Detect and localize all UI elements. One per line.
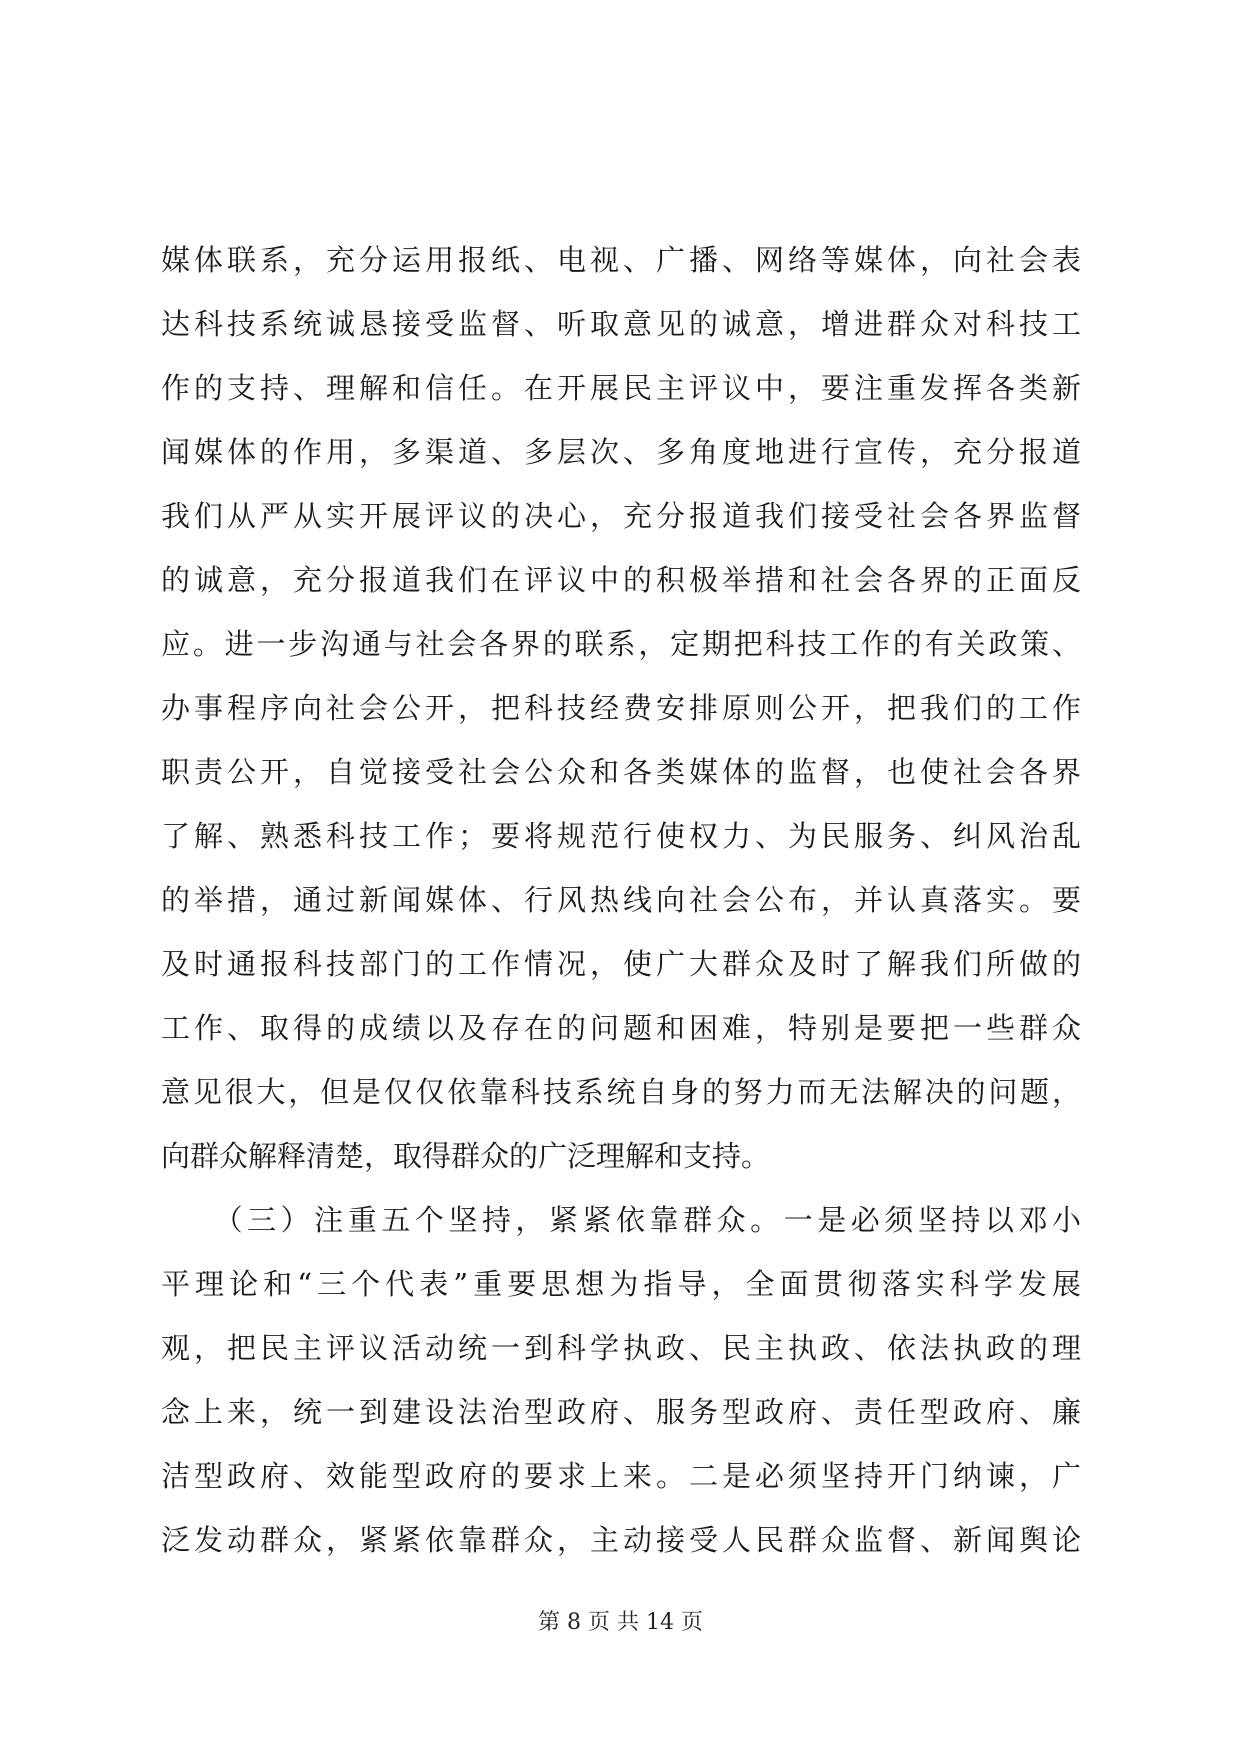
text-line: 念上来，统一到建设法治型政府、服务型政府、责任型政府、廉 [161,1395,1081,1429]
text-line: 闻媒体的作用，多渠道、多层次、多角度地进行宣传，充分报道 [161,435,1081,469]
text-line: 及时通报科技部门的工作情况，使广大群众及时了解我们所做的 [161,947,1081,981]
text-line: 职责公开，自觉接受社会公众和各类媒体的监督，也使社会各界 [161,755,1081,789]
page-number-footer: 第 8 页 共 14 页 [538,1610,703,1635]
text-line: 工作、取得的成绩以及存在的问题和困难，特别是要把一些群众 [161,1011,1081,1045]
text-line: 的诚意，充分报道我们在评议中的积极举措和社会各界的正面反 [161,563,1081,597]
text-line: 了解、熟悉科技工作；要将规范行使权力、为民服务、纠风治乱 [161,819,1081,853]
text-line: 我们从严从实开展评议的决心，充分报道我们接受社会各界监督 [161,499,1081,533]
text-line: 办事程序向社会公开，把科技经费安排原则公开，把我们的工作 [161,691,1081,725]
text-line: 平理论和“三个代表”重要思想为指导，全面贯彻落实科学发展 [161,1267,1081,1301]
text-line: 洁型政府、效能型政府的要求上来。二是必须坚持开门纳谏，广 [161,1459,1081,1493]
body-text [161,228,1081,1572]
text-line: 观，把民主评议活动统一到科学执政、民主执政、依法执政的理 [161,1331,1081,1365]
text-line-paragraph-start: （三）注重五个坚持，紧紧依靠群众。一是必须坚持以邓小 [161,1203,1081,1237]
text-line: 作的支持、理解和信任。在开展民主评议中，要注重发挥各类新 [161,371,1081,405]
text-line-paragraph-end: 向群众解释清楚，取得群众的广泛理解和支持。 [161,1139,771,1173]
text-line: 的举措，通过新闻媒体、行风热线向社会公布，并认真落实。要 [161,883,1081,917]
text-line: 泛发动群众，紧紧依靠群众，主动接受人民群众监督、新闻舆论 [161,1523,1081,1557]
text-line: 达科技系统诚恳接受监督、听取意见的诚意，增进群众对科技工 [161,307,1081,341]
text-line: 媒体联系，充分运用报纸、电视、广播、网络等媒体，向社会表 [161,243,1081,277]
text-line: 应。进一步沟通与社会各界的联系，定期把科技工作的有关政策、 [161,627,1081,661]
text-line: 意见很大，但是仅仅依靠科技系统自身的努力而无法解决的问题， [161,1075,1081,1109]
